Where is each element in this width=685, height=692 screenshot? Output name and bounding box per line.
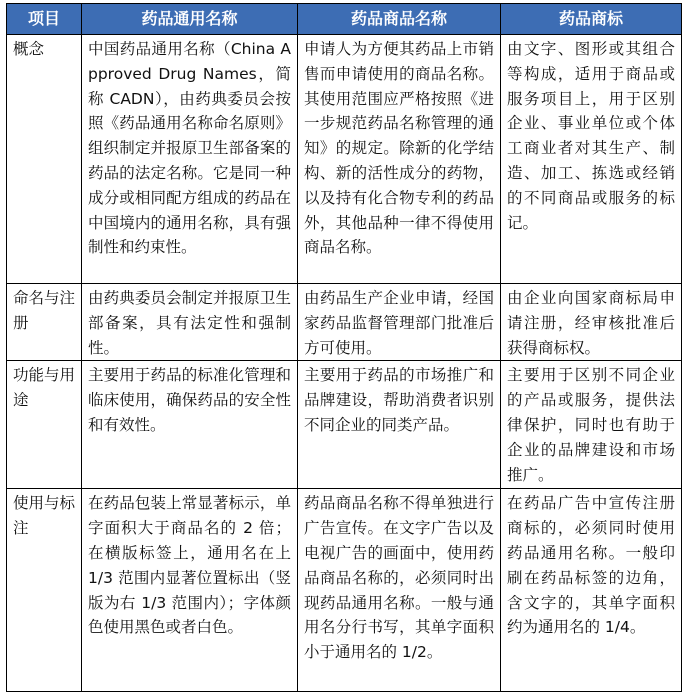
trademark-cell: 主要用于区别不同企业的产品或服务，提供法律保护，同时也有助于企业的品牌建设和市场推广。 xyxy=(501,361,682,489)
row-label: 概念 xyxy=(7,35,82,284)
header-trade-name: 药品商品名称 xyxy=(298,4,501,35)
table-row xyxy=(7,361,682,489)
table-row xyxy=(7,35,682,284)
generic-name-cell: 由药典委员会制定并报原卫生部备案，具有法定性和强制性。 xyxy=(82,284,298,361)
row-label: 使用与标注 xyxy=(7,489,82,692)
generic-name-cell: 主要用于药品的标准化管理和临床使用，确保药品的安全性和有效性。 xyxy=(82,361,298,489)
comparison-table xyxy=(6,3,682,692)
trade-name-cell: 申请人为方便其药品上市销售而申请使用的商品名称。其使用范围应严格按照《进一步规范药品名称管理的通知》的规定。除新的化学结构、新的活性成分的药物，以及持有化合物专利的药品外，其他品种一律不得使用商品名称。 xyxy=(298,35,501,284)
header-item: 项目 xyxy=(7,4,82,35)
trademark-cell: 由文字、图形或其组合等构成，适用于商品或服务项目上，用于区别企业、事业单位或个体工商业者对其生产、制造、加工、拣选或经销的不同商品或服务的标记。 xyxy=(501,35,682,284)
generic-name-cell: 在药品包装上常显著标示，单字面积大于商品名的 2 倍；在横版标签上，通用名在上 1/3 范围内显著位置标出（竖版为右 1/3 范围内）；字体颜色使用黑色或者白色。 xyxy=(82,489,298,692)
table-row xyxy=(7,284,682,361)
trademark-cell: 由企业向国家商标局申请注册，经审核批准后获得商标权。 xyxy=(501,284,682,361)
trade-name-cell: 药品商品名称不得单独进行广告宣传。在文字广告以及电视广告的画面中，使用药品商品名称的，必须同时出现药品通用名称。一般与通用名分行书写，其单字面积小于通用名的 1/2。 xyxy=(298,489,501,692)
generic-name-cell: 中国药品通用名称（China Approved Drug Names，简称 CADN），由药典委员会按照《药品通用名称命名原则》组织制定并报原卫生部备案的药品的法定名称。它是同一种成分或相同配方组成的药品在中国境内的通用名称，具有强制性和约束性。 xyxy=(82,35,298,284)
table-row xyxy=(7,489,682,692)
trademark-cell: 在药品广告中宣传注册商标的，必须同时使用药品通用名称。一般印刷在药品标签的边角，含文字的，其单字面积约为通用名的 1/4。 xyxy=(501,489,682,692)
header-trademark: 药品商标 xyxy=(501,4,682,35)
trade-name-cell: 由药品生产企业申请，经国家药品监督管理部门批准后方可使用。 xyxy=(298,284,501,361)
header-generic-name: 药品通用名称 xyxy=(82,4,298,35)
header-row xyxy=(7,4,682,35)
row-label: 命名与注册 xyxy=(7,284,82,361)
trade-name-cell: 主要用于药品的市场推广和品牌建设，帮助消费者识别不同企业的同类产品。 xyxy=(298,361,501,489)
row-label: 功能与用途 xyxy=(7,361,82,489)
